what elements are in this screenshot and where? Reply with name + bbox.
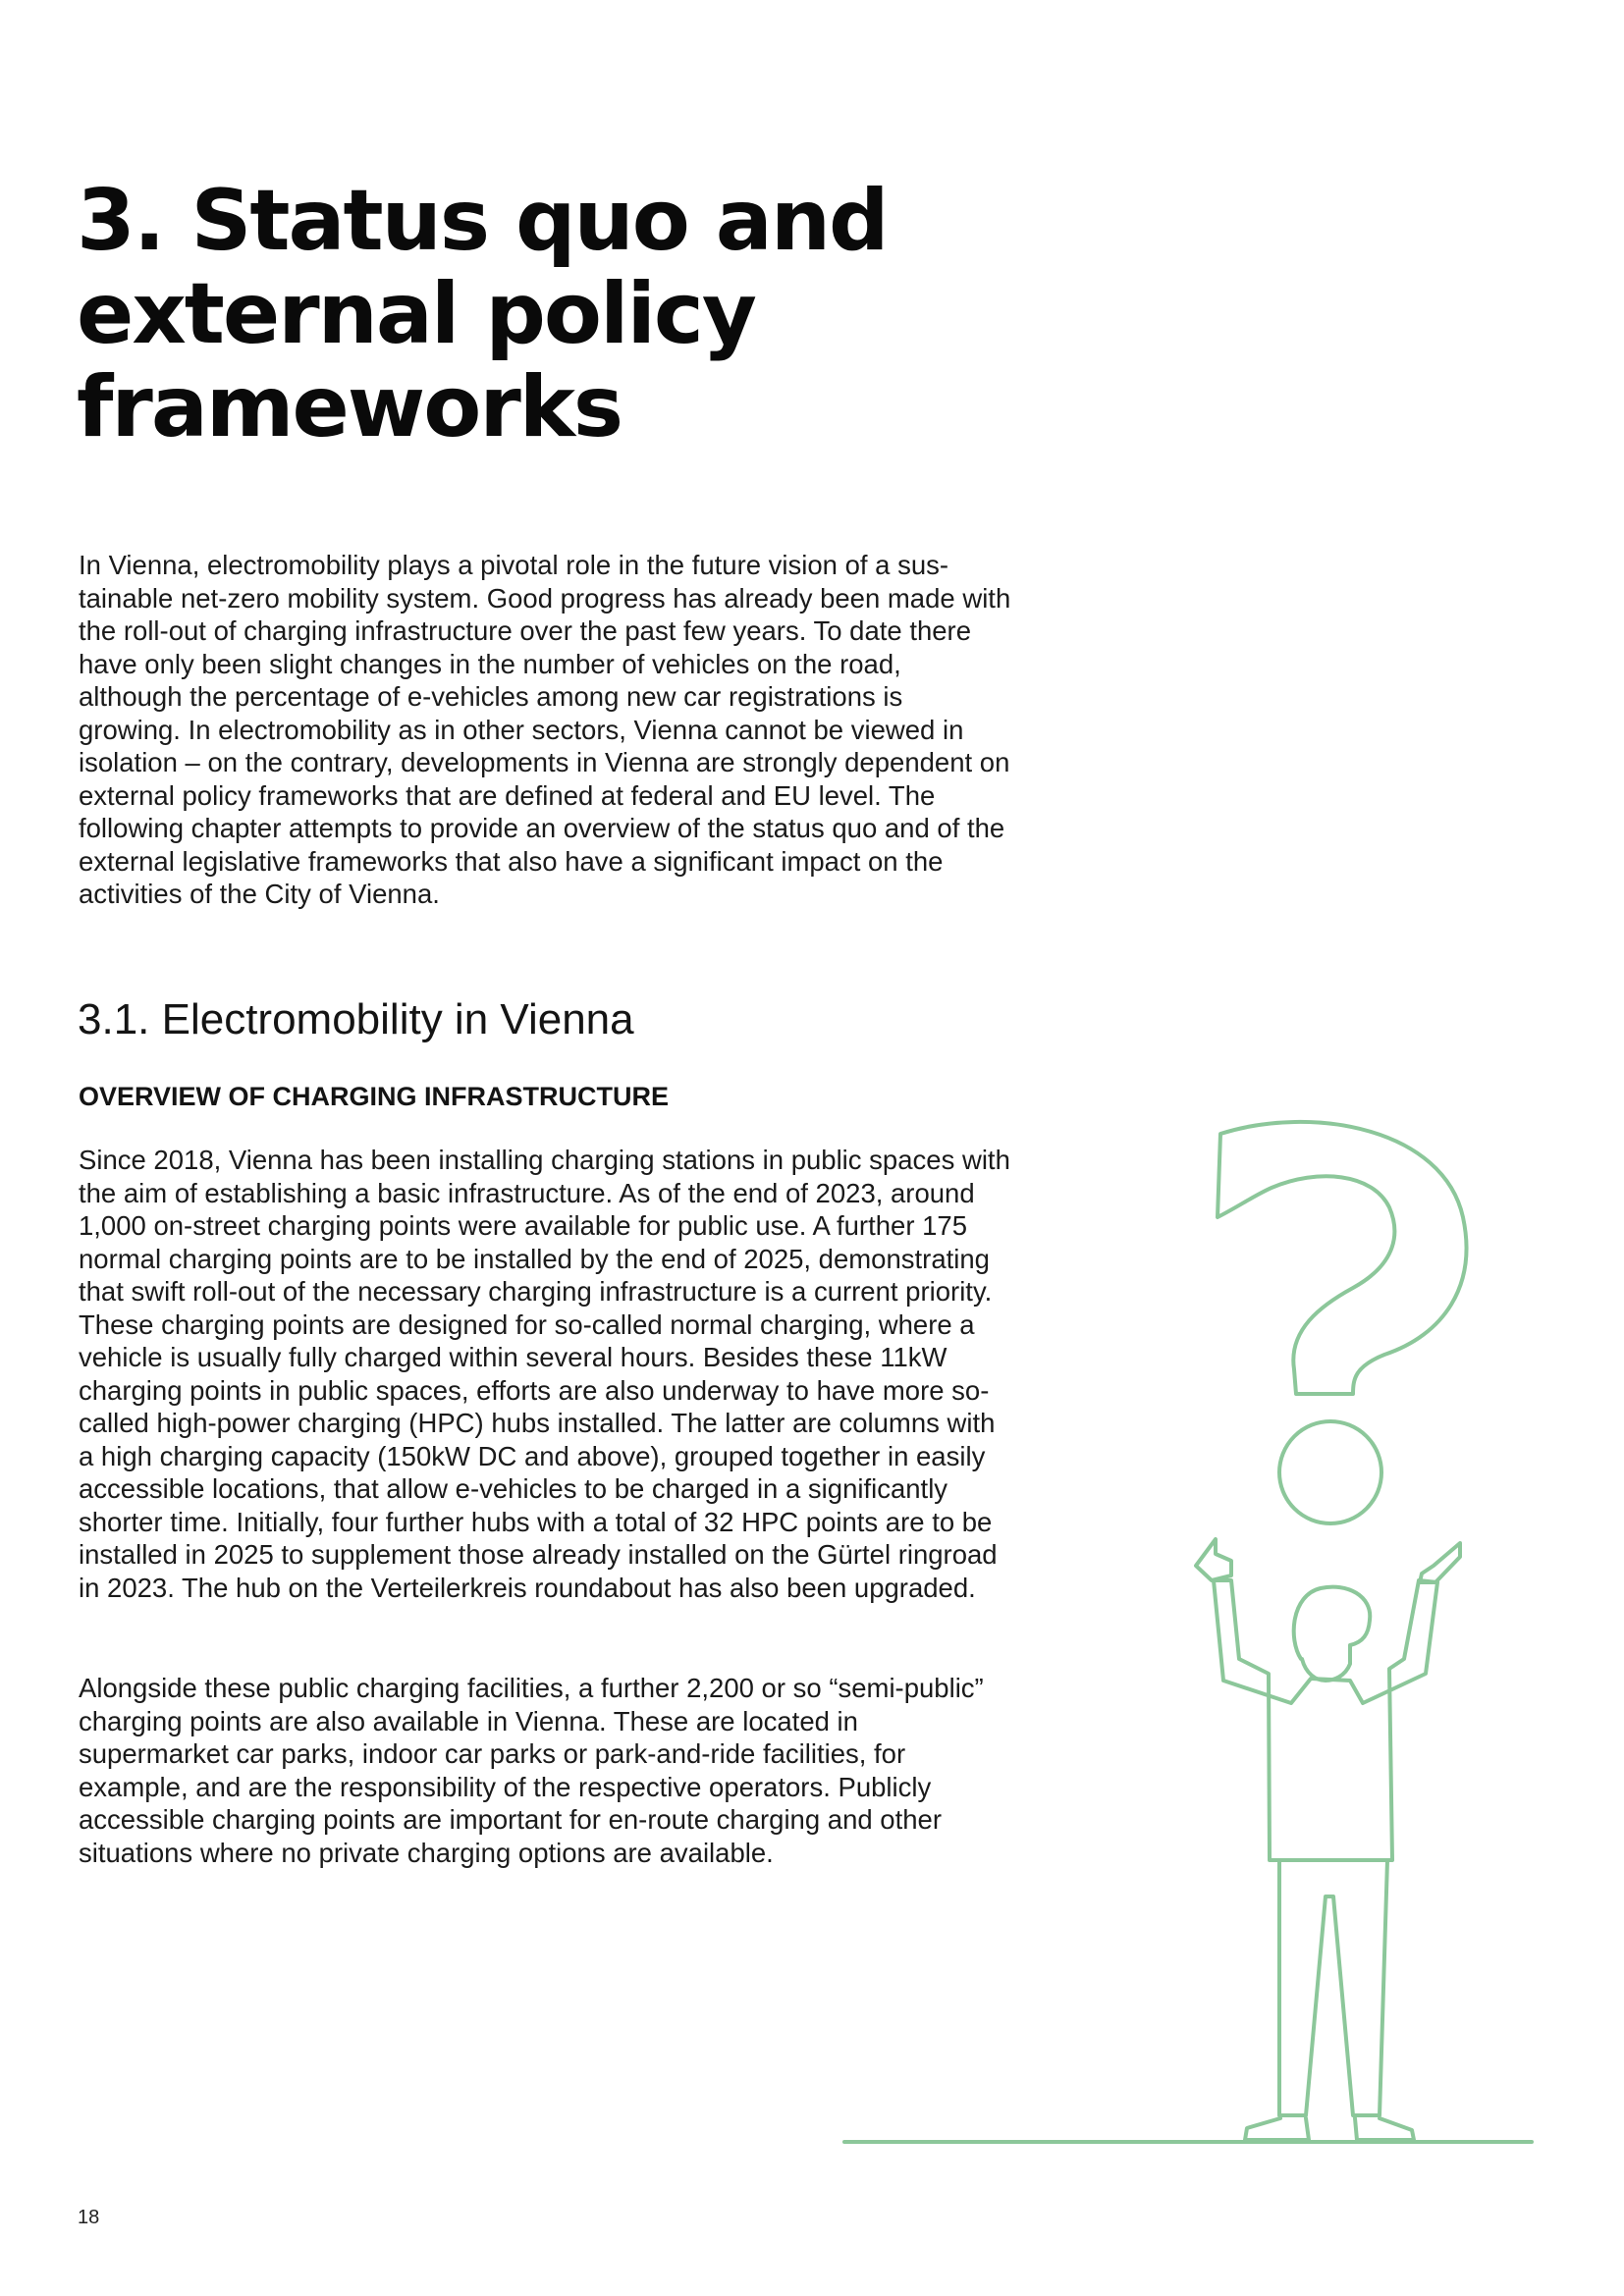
question-mark-shape	[1218, 1122, 1466, 1394]
page-number: 18	[78, 2207, 100, 2228]
intro-paragraph: In Vienna, electromobility plays a pivotal role in the future vision of a sustainable net-zero mobility system. Good progress has already been made with the roll-out of charging infrastructure over the past few years. To date there have only been slight changes in the number of vehicles on the road, although the percentage of e-vehicles among new car registrations is growing. In electromobility as in other sectors, Vienna cannot be viewed in isolation – on the contrary, developments in Vienna are strongly dependent on external policy frameworks that are defined at federal and EU level. The following chapter attempts to provide an overview of the status quo and of the external legislative frameworks that also have a significant impact on the activities of the City of Vienna.	[79, 550, 1011, 909]
person-feet	[1245, 2118, 1414, 2140]
person-head	[1294, 1587, 1371, 1681]
person-question-mark-illustration	[839, 1099, 1542, 2160]
person-legs	[1279, 1860, 1387, 2115]
section-title: 3.1. Electromobility in Vienna	[78, 995, 634, 1043]
body-paragraph: Since 2018, Vienna has been installing charging stations in public spaces with the aim of establishing a basic infrastructure. As of the end of 2023, around 1,000 on-street charging points were available for public use. A further 175 normal charging points are to be installed by the end of 2025, demonstrating that swift roll-out of the necessary charging infrastructure is a current priority. These charging points are designed for so-called normal charging, where a vehicle is usually fully charged within several hours. Besides these 11kW charging points in public spaces, efforts are also underway to have more so-called high-power charging (HPC) hubs installed. The latter are columns with a high charging capacity (150kW DC and above), grouped together in easily accessible locations, that allow e-vehicles to be charged in a significantly shorter time. Initially, four further hubs with a total of 32 HPC points are to be installed in 2025 to supplement those already installed on the Gürtel ringroad in 2023. The hub on the Verteilerkreis roundabout has also been upgraded.	[79, 1145, 1010, 1603]
right-hand	[1420, 1543, 1460, 1582]
chapter-title: 3. Status quo and external policy frameworks	[77, 172, 888, 456]
body-paragraph: Alongside these public charging facilities, a further 2,200 or so “semi-public” charging points are also available in Vienna. These are located in supermarket car parks, indoor car parks or park-and-ride facilities, for example, and are the responsibility of the respective operators. Publicly accessible charging points are important for en-route charging and other situations where no private charging options are available.	[79, 1673, 984, 1868]
person-body	[1214, 1580, 1437, 1860]
question-mark-dot	[1279, 1421, 1381, 1523]
section-subheading: OVERVIEW OF CHARGING INFRASTRUCTURE	[79, 1082, 670, 1111]
left-hand	[1196, 1539, 1231, 1580]
